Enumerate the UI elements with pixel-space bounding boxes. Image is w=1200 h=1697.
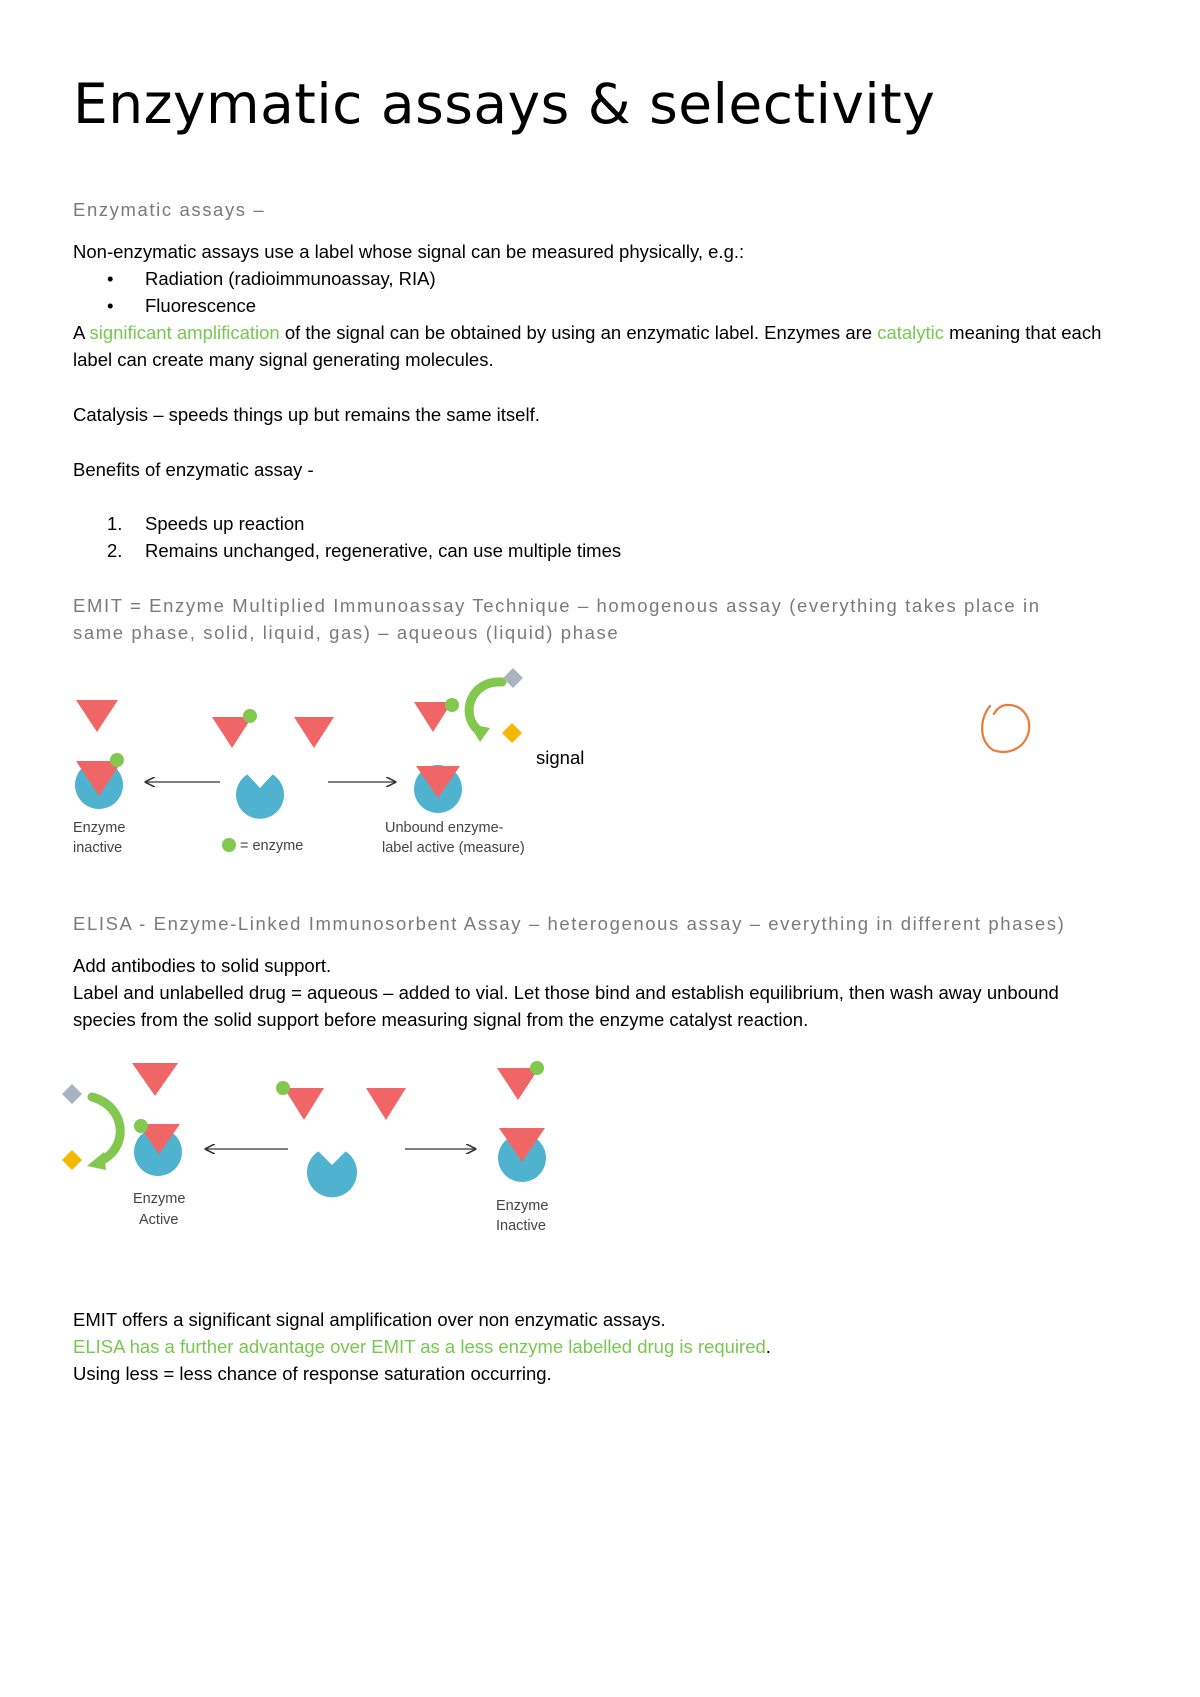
label-dot [445, 698, 459, 712]
enzyme-inactive-complex [75, 753, 124, 809]
conclusion-3: Using less = less chance of response saturation occurring. [73, 1363, 552, 1384]
product-diamond [62, 1150, 82, 1170]
label-dot [243, 709, 257, 723]
substrate-diamond [62, 1084, 82, 1104]
bullet-icon: • [107, 295, 114, 316]
bullet-icon: • [107, 268, 114, 289]
drug-triangle [366, 1088, 406, 1120]
amplification-paragraph [73, 319, 1143, 373]
text-span: meaning that each label can create many signal generating molecules. [73, 322, 1102, 370]
emit-heading-line1: EMIT = Enzyme Multiplied Immunoassay Technique – homogenous assay (everything takes place in [73, 595, 1041, 616]
list-item [73, 292, 436, 319]
benefits-heading: Benefits of enzymatic assay - [73, 459, 314, 480]
emit-label-left-1: Enzyme [73, 820, 126, 836]
elisa-diagram [0, 1048, 1200, 1243]
elisa-label-right-2: Inactive [496, 1218, 546, 1234]
text-span: of the signal can be obtained by using an enzymatic label. Enzymes are [279, 322, 878, 343]
highlight-elisa-advantage: ELISA has a further advantage over EMIT as a less enzyme labelled drug is required [73, 1336, 766, 1357]
emit-label-left-2: inactive [73, 840, 123, 856]
elisa-heading: ELISA - Enzyme-Linked Immunosorbent Assay – heterogenous assay – everything in different phases) [73, 913, 1066, 934]
elisa-label-right-1: Enzyme [496, 1198, 549, 1214]
list-item-text: Radiation (radioimmunoassay, RIA) [145, 268, 436, 289]
text-span: A [73, 322, 90, 343]
catalysis-arrowhead [87, 1152, 106, 1170]
elisa-label-left-2: Active [139, 1212, 179, 1228]
catalysis-arrowhead [469, 724, 490, 742]
highlight-catalytic: catalytic [877, 322, 945, 343]
list-number: 2. [107, 540, 123, 561]
label-dot [530, 1061, 544, 1075]
product-diamond [502, 723, 522, 743]
elisa-label-left-1: Enzyme [133, 1191, 186, 1207]
highlight-significant-amplification: significant amplification [89, 322, 280, 343]
section-heading-enzymatic-assays: Enzymatic assays – [73, 199, 266, 220]
conclusion-1: EMIT offers a significant signal amplification over non enzymatic assays. [73, 1309, 666, 1330]
list-item-text: Speeds up reaction [145, 513, 305, 534]
drug-triangle [132, 1063, 178, 1096]
catalysis-arrow [469, 682, 502, 730]
benefits-list [73, 510, 621, 564]
signal-label: signal [536, 747, 585, 768]
list-item-text: Fluorescence [145, 295, 257, 316]
emit-diagram [0, 660, 1200, 875]
emit-label-right-2: label active (measure) [382, 840, 525, 856]
drug-triangle [76, 700, 118, 732]
legend-dot [222, 838, 236, 852]
substrate-diamond [503, 668, 523, 688]
label-dot [110, 753, 124, 767]
catalysis-text: Catalysis – speeds things up but remains the same itself. [73, 404, 540, 425]
intro-text: Non-enzymatic assays use a label whose signal can be measured physically, e.g.: [73, 241, 745, 262]
elisa-paragraph-1: Add antibodies to solid support. [73, 955, 332, 976]
drug-triangle [294, 717, 334, 748]
list-item [73, 537, 621, 564]
drug-triangle [284, 1088, 324, 1120]
list-item [73, 265, 436, 292]
emit-legend: = enzyme [240, 838, 304, 854]
catalysis-arrow [92, 1097, 120, 1161]
list-item-text: Remains unchanged, regenerative, can use multiple times [145, 540, 622, 561]
elisa-paragraph-2: Label and unlabelled drug = aqueous – added to vial. Let those bind and establish equilibrium, then wash away unbound species from the solid support before measuring signal from the enzyme catalyst reaction. [73, 982, 1059, 1030]
list-item [73, 510, 621, 537]
conclusion-2 [73, 1333, 771, 1360]
label-dot [134, 1119, 148, 1133]
handwritten-scribble [982, 705, 1029, 752]
page-title: Enzymatic assays & selectivity [73, 72, 936, 136]
text-span: . [765, 1336, 771, 1357]
emit-heading-line2: same phase, solid, liquid, gas) – aqueous (liquid) phase [73, 622, 620, 643]
emit-label-right-1: Unbound enzyme- [385, 820, 504, 836]
list-number: 1. [107, 513, 123, 534]
bullet-list [73, 265, 436, 319]
label-dot [276, 1081, 290, 1095]
